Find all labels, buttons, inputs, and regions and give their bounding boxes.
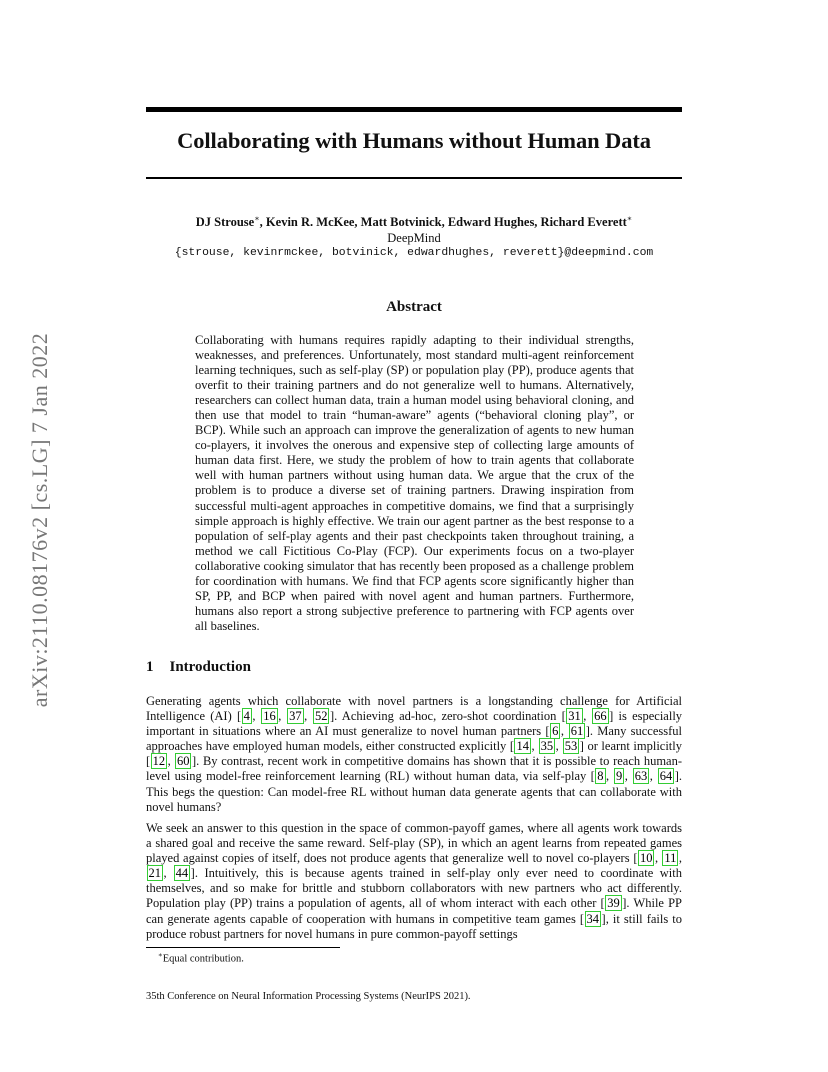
intro-paragraph-1 — [146, 694, 682, 815]
arxiv-id-text: arXiv:2110.08176v2 [cs.LG] 7 Jan 2022 — [27, 332, 52, 708]
citation-group: [ 14 , 35 , 53 ] — [509, 739, 584, 754]
footnote-text: Equal contribution. — [162, 953, 244, 965]
paragraph-text: or learnt implicitly — [583, 739, 683, 754]
abstract-heading: Abstract — [386, 299, 442, 315]
affiliation: DeepMind — [387, 231, 441, 245]
paragraph-text: , it still fails to produce robust partners for novel humans in pure common-payoff settings — [146, 911, 682, 941]
citation-group: [ 10 , 11 , 21 , 44 ] — [148, 851, 683, 881]
citation-link[interactable]: 21 — [148, 866, 161, 881]
citation-group: [ 34 ] — [579, 911, 606, 926]
author-rest: , Kevin R. McKee, Matt Botvinick, Edward Hughes, Richard Everett — [259, 215, 627, 230]
paragraph-text: . Many successful approaches have employed human models, either constructed explicitly — [146, 724, 682, 754]
footnote — [158, 951, 244, 965]
citation-link[interactable]: 12 — [152, 754, 166, 769]
paragraph-text: We seek an answer to this question in the space of common-payoff games, where all agents work towards a shared goal and receive the same reward. Self-play (SP), in which an agent learns from repeated games played against copies of itself, does not produce agents that generalize well to novel co-players — [146, 821, 682, 866]
citation-link[interactable]: 10 — [639, 851, 653, 866]
paragraph-text: Generating agents which collaborate with novel partners is a longstanding challenge for Artificial Intelligence (AI) — [146, 694, 682, 724]
citation-group: [ 12 , 60 ] — [146, 754, 197, 769]
citation-group: [ 31 , 66 ] — [561, 709, 614, 724]
citation-link[interactable]: 39 — [607, 896, 620, 911]
author-emails: {strouse, kevinrmckee, botvinick, edwardhughes, reverett}@deepmind.com — [174, 247, 654, 259]
footnote-mark: ∗ — [158, 951, 163, 959]
citation-link[interactable]: 52 — [314, 709, 328, 724]
citation-group: [ 39 ] — [600, 896, 627, 911]
paragraph-text: . While PP can generate agents capable of cooperation with humans in competitive team games — [146, 896, 682, 926]
citation-link[interactable]: 37 — [289, 709, 302, 724]
citation-link[interactable]: 6 — [552, 724, 559, 739]
section-title: Introduction — [169, 659, 251, 675]
title-rule-bottom — [146, 177, 682, 179]
citation-link[interactable]: 4 — [243, 709, 250, 724]
citation-link[interactable]: 44 — [175, 866, 189, 881]
citation-link[interactable]: 63 — [634, 769, 648, 784]
paragraph-text: is especially important in situations where an AI must generalize to novel human partners — [146, 709, 683, 739]
paragraph-text: . Achieving ad-hoc, zero-shot coordination — [334, 709, 562, 724]
citation-link[interactable]: 8 — [597, 769, 604, 784]
citation-group: [ 6 , 61 ] — [545, 724, 590, 739]
paragraph-text: . This begs the question: Can model-free RL without human data generate agents that can collaborate with novel humans? — [146, 769, 683, 814]
author-list — [146, 214, 682, 230]
abstract-text: Collaborating with humans requires rapidly adapting to their individual strengths, weaknesses, and preferences. Unfortunately, most standard multi-agent reinforcement learning techniques, such as self-play (SP) or population play (PP), produce agents that overfit to their training partners and do not generalize well to humans. Alternatively, researchers can collect human data, train a human model using behavioral cloning, and then use that model to train “human-aware” agents (“behavioral cloning play”, or BCP). While such an approach can improve the generalization of agents to new human co-players, it involves the onerous and expensive step of collecting large amounts of human data first. Here, we study the problem of how to train agents that collaborate well with human partners without using human data. We argue that the crux of the problem is to produce a diverse set of training partners. Drawing inspiration from successful multi-agent approaches in competitive domains, we find that a surprisingly simple approach is highly effective. We train our agent partner as the best response to a population of self-play agents and their past checkpoints taken throughout training, a method we call Fictitious Co-Play (FCP). Our experiments focus on a two-player collaborative cooking simulator that has recently been proposed as a challenge problem for coordination with humans. We find that FCP agents score significantly higher than SP, PP, and BCP when paired with novel agent and human partners. Furthermore, humans also report a strong subjective preference to partnering with FCP agents over all baselines. — [195, 333, 634, 633]
equal-contrib-mark: ∗ — [254, 214, 260, 223]
paragraph-text: . By contrast, recent work in competitive domains has shown that it is possible to reach human-level using model-free reinforcement learning (RL) without human data, via self-play — [146, 754, 683, 784]
citation-group: [ 4 , 16 , 37 , 52 ] — [236, 709, 335, 724]
citation-link[interactable]: 31 — [568, 709, 581, 724]
author-first: DJ Strouse — [195, 215, 255, 230]
citation-link[interactable]: 11 — [664, 851, 677, 866]
citation-link[interactable]: 14 — [516, 739, 529, 754]
citation-link[interactable]: 61 — [570, 724, 584, 739]
citation-link[interactable]: 34 — [586, 911, 600, 926]
citation-link[interactable]: 53 — [564, 739, 578, 754]
title-rule-top — [146, 107, 682, 112]
intro-paragraph-2 — [146, 821, 682, 942]
venue-note: 35th Conference on Neural Information Processing Systems (NeurIPS 2021). — [146, 991, 471, 1002]
citation-link[interactable]: 9 — [616, 769, 623, 784]
equal-contrib-mark: ∗ — [626, 214, 633, 223]
citation-link[interactable]: 64 — [659, 769, 673, 784]
section-number: 1 — [146, 659, 154, 675]
citation-group: [ 8 , 9 , 63 , 64 ] — [590, 769, 679, 784]
citation-link[interactable]: 16 — [263, 709, 276, 724]
paragraph-text: . Intuitively, this is because agents trained in self-play only ever need to coordinate with themselves, and so make for brittle and stubborn collaborators with new partners who act differently. Population play (PP) trains a population of agents, all of whom interact with each other — [146, 866, 682, 911]
paper-title: Collaborating with Humans without Human Data — [177, 128, 651, 153]
footnote-rule — [146, 947, 340, 948]
section-heading — [146, 659, 251, 676]
citation-link[interactable]: 66 — [594, 709, 607, 724]
citation-link[interactable]: 60 — [176, 754, 190, 769]
citation-link[interactable]: 35 — [540, 739, 554, 754]
